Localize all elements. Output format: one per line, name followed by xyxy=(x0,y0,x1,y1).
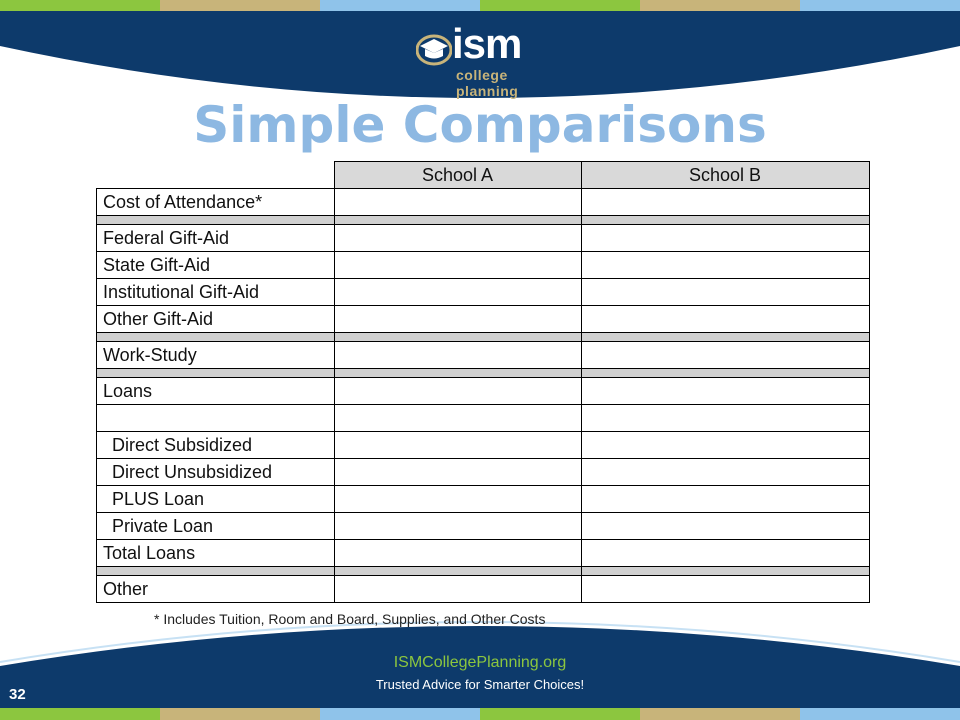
separator-row xyxy=(97,216,870,225)
ism-logo xyxy=(416,20,546,99)
school-b-cell xyxy=(581,306,869,333)
column-header-school-b: School B xyxy=(581,162,869,189)
footer-tagline: Trusted Advice for Smarter Choices! xyxy=(375,677,585,692)
footnote: * Includes Tuition, Room and Board, Supplies, and Other Costs xyxy=(154,611,546,627)
page-title: Simple Comparisons xyxy=(193,96,767,154)
table-corner xyxy=(97,162,335,189)
strip-segment xyxy=(160,708,320,720)
school-b-cell xyxy=(581,540,869,567)
school-a-cell xyxy=(334,225,581,252)
table-row xyxy=(97,540,870,567)
row-label: Federal Gift-Aid xyxy=(97,225,335,252)
logo-wordmark: ism xyxy=(452,20,522,67)
strip-segment xyxy=(480,708,640,720)
strip-segment xyxy=(320,0,480,11)
table-row xyxy=(97,252,870,279)
bottom-color-strip xyxy=(0,708,960,720)
row-label: PLUS Loan xyxy=(97,486,335,513)
separator-cell xyxy=(581,333,869,342)
school-b-cell xyxy=(581,405,869,432)
school-a-cell xyxy=(334,486,581,513)
table-body xyxy=(97,189,870,603)
separator-cell xyxy=(334,369,581,378)
row-label: Direct Subsidized xyxy=(97,432,335,459)
school-b-cell xyxy=(581,342,869,369)
row-label: Institutional Gift-Aid xyxy=(97,279,335,306)
logo-subtitle: college planning xyxy=(456,67,519,99)
table-row xyxy=(97,306,870,333)
row-label: Loans xyxy=(97,378,335,405)
footer-website-link[interactable]: ISMCollegePlanning.org xyxy=(393,654,567,671)
table-row xyxy=(97,189,870,216)
separator-row xyxy=(97,333,870,342)
row-label: Direct Unsubsidized xyxy=(97,459,335,486)
separator-cell xyxy=(97,216,335,225)
table-row xyxy=(97,342,870,369)
separator-cell xyxy=(334,333,581,342)
comparison-table xyxy=(96,161,870,603)
school-b-cell xyxy=(581,252,869,279)
table-row xyxy=(97,405,870,432)
school-a-cell xyxy=(334,459,581,486)
separator-cell xyxy=(334,567,581,576)
row-label: Work-Study xyxy=(97,342,335,369)
strip-segment xyxy=(800,0,960,11)
row-label: Total Loans xyxy=(97,540,335,567)
row-label: Cost of Attendance* xyxy=(97,189,335,216)
strip-segment xyxy=(160,0,320,11)
school-a-cell xyxy=(334,576,581,603)
separator-cell xyxy=(97,567,335,576)
table-row xyxy=(97,576,870,603)
school-b-cell xyxy=(581,279,869,306)
school-a-cell xyxy=(334,513,581,540)
school-a-cell xyxy=(334,189,581,216)
strip-segment xyxy=(0,0,160,11)
row-label: State Gift-Aid xyxy=(97,252,335,279)
separator-cell xyxy=(581,216,869,225)
school-b-cell xyxy=(581,378,869,405)
strip-segment xyxy=(480,0,640,11)
school-a-cell xyxy=(334,279,581,306)
separator-cell xyxy=(581,567,869,576)
table-row xyxy=(97,459,870,486)
separator-cell xyxy=(581,369,869,378)
school-b-cell xyxy=(581,459,869,486)
row-label xyxy=(97,405,335,432)
school-a-cell xyxy=(334,252,581,279)
graduation-cap-icon xyxy=(416,30,452,66)
row-label: Other xyxy=(97,576,335,603)
separator-row xyxy=(97,567,870,576)
table-row xyxy=(97,432,870,459)
table-row xyxy=(97,486,870,513)
school-a-cell xyxy=(334,342,581,369)
school-b-cell xyxy=(581,486,869,513)
table-row xyxy=(97,279,870,306)
school-a-cell xyxy=(334,540,581,567)
separator-cell xyxy=(334,216,581,225)
school-a-cell xyxy=(334,378,581,405)
school-b-cell xyxy=(581,513,869,540)
column-header-school-a: School A xyxy=(334,162,581,189)
table-header-row xyxy=(97,162,870,189)
slide-number: 32 xyxy=(9,686,26,703)
school-b-cell xyxy=(581,576,869,603)
separator-cell xyxy=(97,369,335,378)
school-b-cell xyxy=(581,225,869,252)
strip-segment xyxy=(320,708,480,720)
separator-cell xyxy=(97,333,335,342)
row-label: Other Gift-Aid xyxy=(97,306,335,333)
school-b-cell xyxy=(581,189,869,216)
strip-segment xyxy=(800,708,960,720)
school-a-cell xyxy=(334,306,581,333)
strip-segment xyxy=(640,0,800,11)
separator-row xyxy=(97,369,870,378)
strip-segment xyxy=(640,708,800,720)
top-color-strip xyxy=(0,0,960,11)
table-row xyxy=(97,225,870,252)
strip-segment xyxy=(0,708,160,720)
school-a-cell xyxy=(334,432,581,459)
table-row xyxy=(97,378,870,405)
row-label: Private Loan xyxy=(97,513,335,540)
table-row xyxy=(97,513,870,540)
school-a-cell xyxy=(334,405,581,432)
school-b-cell xyxy=(581,432,869,459)
